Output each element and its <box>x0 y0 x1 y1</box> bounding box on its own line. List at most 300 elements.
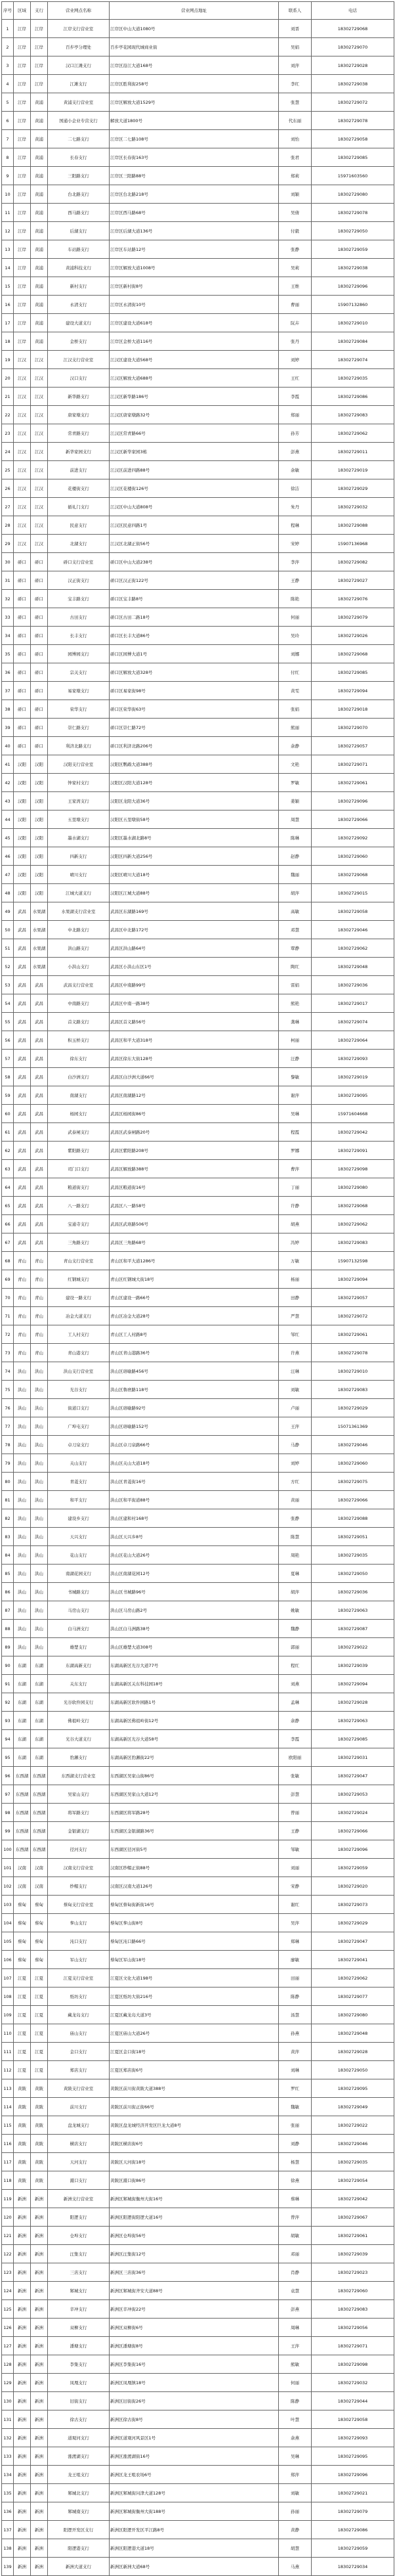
row-number: 138 <box>2 2539 14 2558</box>
branch: 汉阳 <box>31 884 48 902</box>
outlet-address: 江岸区建设大道618号 <box>110 314 279 332</box>
contact-person: 张君 <box>279 148 312 167</box>
contact-person: 胡燕 <box>279 1215 312 1233</box>
table-row <box>2 682 394 700</box>
table-row <box>2 958 394 976</box>
outlet-name: 前进支行 <box>48 461 110 479</box>
table-row <box>2 461 394 479</box>
district: 江汉 <box>14 461 31 479</box>
row-number: 50 <box>2 921 14 939</box>
row-number: 43 <box>2 792 14 811</box>
outlet-name: 汉阳支行营业室 <box>48 755 110 774</box>
outlet-name: 道观河支行 <box>48 2429 110 2447</box>
district: 新洲 <box>14 2374 31 2392</box>
table-row <box>2 2429 394 2447</box>
branch: 东湖 <box>31 1656 48 1675</box>
outlet-name: 徐古支行 <box>48 2410 110 2429</box>
table-row <box>2 829 394 847</box>
contact-person: 李萍 <box>279 553 312 571</box>
outlet-name: 阳逻支行 <box>48 2208 110 2227</box>
district: 武昌 <box>14 1215 31 1233</box>
district: 黄陂 <box>14 2135 31 2153</box>
outlet-address: 江夏区纸坊大街216号 <box>110 1988 279 2006</box>
contact-person: 吴玲 <box>279 627 312 645</box>
branch: 武昌 <box>31 1068 48 1086</box>
contact-person: 吴倩 <box>279 204 312 222</box>
contact-person: 刘敏 <box>279 1381 312 1399</box>
table-row <box>2 130 394 148</box>
contact-person: 吴琳 <box>279 2447 312 2466</box>
row-number: 11 <box>2 204 14 222</box>
phone: 18302729063 <box>312 1601 394 1620</box>
outlet-address: 青山区红钢城大街18号 <box>110 1270 279 1289</box>
branch: 江汉 <box>31 424 48 443</box>
outlet-name: 汉口支行 <box>48 369 110 388</box>
outlet-address: 洪山区天兴乡8号 <box>110 1528 279 1546</box>
phone: 18302729082 <box>312 553 394 571</box>
outlet-name: 纸坊支行 <box>48 1988 110 2006</box>
phone: 18302729035 <box>312 1546 394 1565</box>
district: 硚口 <box>14 645 31 663</box>
district: 洪山 <box>14 1436 31 1454</box>
outlet-address: 江岸区车站路12号 <box>110 240 279 259</box>
outlet-name: 金银湖支行 <box>48 1822 110 1840</box>
outlet-name: 三店支行 <box>48 2263 110 2282</box>
contact-person: 刘颖 <box>279 185 312 204</box>
row-number: 15 <box>2 277 14 296</box>
outlet-address: 硚口区中山大道238号 <box>110 553 279 571</box>
table-row <box>2 590 394 608</box>
branch: 新洲 <box>31 2521 48 2539</box>
table-row <box>2 1491 394 1509</box>
contact-person: 熊艳 <box>279 994 312 1013</box>
outlet-name: 和平支行 <box>48 1491 110 1509</box>
outlet-address: 洪山区马房山路2号 <box>110 1601 279 1620</box>
outlet-address: 硚口区解放大道328号 <box>110 663 279 682</box>
phone: 18302729019 <box>312 1068 394 1086</box>
phone: 18302729070 <box>312 719 394 737</box>
branch: 硚口 <box>31 590 48 608</box>
branch: 黄浦 <box>31 240 48 259</box>
phone: 18302729068 <box>312 1197 394 1215</box>
outlet-address: 东西湖区吴家山大道12号 <box>110 1785 279 1804</box>
outlet-name: 崇仁路支行 <box>48 719 110 737</box>
contact-person: 郑莉 <box>279 167 312 185</box>
contact-person: 覃静 <box>279 939 312 958</box>
row-number: 82 <box>2 1509 14 1528</box>
contact-person: 马静 <box>279 1436 312 1454</box>
phone: 18302729057 <box>312 1289 394 1307</box>
branch: 东湖 <box>31 1712 48 1730</box>
table-row <box>2 2282 394 2300</box>
header-cell: 联系人 <box>279 2 312 20</box>
row-number: 35 <box>2 645 14 663</box>
outlet-address: 江汉区新华路186号 <box>110 388 279 406</box>
branch: 江夏 <box>31 2006 48 2024</box>
outlet-name: 水果湖支行营业室 <box>48 902 110 921</box>
district: 江夏 <box>14 2061 31 2079</box>
outlet-name: 邾城支行 <box>48 2282 110 2300</box>
branch: 江汉 <box>31 535 48 553</box>
outlet-address: 黄陂区前川街黄陂大道388号 <box>110 2079 279 2098</box>
phone: 18302729046 <box>312 921 394 939</box>
contact-person: 宋静 <box>279 1877 312 1896</box>
outlet-name: 白马洲支行 <box>48 1620 110 1638</box>
phone: 18302729047 <box>312 1932 394 1951</box>
outlet-address: 新洲区道观河风景区1号 <box>110 2429 279 2447</box>
contact-person: 刘娜 <box>279 645 312 663</box>
outlet-name: 书城路支行 <box>48 1583 110 1601</box>
phone: 18302729093 <box>312 2429 394 2447</box>
outlet-name: 青山港支行 <box>48 1344 110 1362</box>
outlet-address: 硚口区崇仁路72号 <box>110 719 279 737</box>
table-row <box>2 1509 394 1528</box>
branch: 江汉 <box>31 406 48 424</box>
district: 硚口 <box>14 682 31 700</box>
table-row <box>2 38 394 56</box>
district: 硚口 <box>14 663 31 682</box>
district: 洪山 <box>14 1454 31 1473</box>
district: 洪山 <box>14 1473 31 1491</box>
phone: 18302729039 <box>312 2245 394 2263</box>
row-number: 96 <box>2 1767 14 1785</box>
phone: 18302729095 <box>312 1086 394 1105</box>
table-row <box>2 1031 394 1050</box>
phone: 18302729060 <box>312 847 394 866</box>
phone: 18302729071 <box>312 755 394 774</box>
branch: 武昌 <box>31 1215 48 1233</box>
table-row <box>2 1325 394 1344</box>
branch: 洪山 <box>31 1528 48 1546</box>
outlet-address: 武昌区三角路68号 <box>110 1233 279 1252</box>
phone: 18302729028 <box>312 1693 394 1712</box>
outlet-address: 武昌区小洪山东区1号 <box>110 958 279 976</box>
table-row <box>2 314 394 332</box>
phone: 18302729078 <box>312 204 394 222</box>
row-number: 101 <box>2 1859 14 1877</box>
contact-person: 张静 <box>279 1509 312 1528</box>
phone: 18302729050 <box>312 1565 394 1583</box>
outlet-name: 晴川支行 <box>48 866 110 884</box>
row-number: 122 <box>2 2245 14 2263</box>
district: 江夏 <box>14 2024 31 2043</box>
outlet-address: 汉阳区龙阳大道36号 <box>110 792 279 811</box>
row-number: 40 <box>2 737 14 755</box>
contact-person: 汪静 <box>279 1050 312 1068</box>
branch: 硚口 <box>31 682 48 700</box>
contact-person: 黎敏 <box>279 1068 312 1086</box>
district: 武昌 <box>14 958 31 976</box>
phone: 18302729083 <box>312 2300 394 2319</box>
phone: 18302729083 <box>312 1233 394 1252</box>
row-number: 57 <box>2 1050 14 1068</box>
row-number: 131 <box>2 2410 14 2429</box>
outlet-name: 后湖支行 <box>48 222 110 240</box>
contact-person: 吴琳 <box>279 1105 312 1123</box>
contact-person: 刘敏 <box>279 2484 312 2502</box>
row-number: 100 <box>2 1840 14 1859</box>
district: 洪山 <box>14 1362 31 1381</box>
contact-person: 余静 <box>279 1712 312 1730</box>
outlet-address: 江岸区金桥大道116号 <box>110 332 279 351</box>
phone: 18302729073 <box>312 1896 394 1914</box>
contact-person: 刘丽 <box>279 1859 312 1877</box>
outlet-name: 王家湾支行 <box>48 792 110 811</box>
outlet-address: 武昌区首义路56号 <box>110 1013 279 1031</box>
outlet-name: 司门口支行 <box>48 1160 110 1178</box>
table-row <box>2 1932 394 1951</box>
branch: 武昌 <box>31 976 48 994</box>
outlet-name: 街道口支行 <box>48 1399 110 1417</box>
contact-person: 李霞 <box>279 1730 312 1748</box>
district: 东湖 <box>14 1712 31 1730</box>
outlet-name: 奓山支行 <box>48 1914 110 1932</box>
district: 洪山 <box>14 1491 31 1509</box>
table-body <box>2 20 394 2576</box>
contact-person: 代东丽 <box>279 112 312 130</box>
outlet-address: 新洲区阳逻开发区平江路8号 <box>110 2521 279 2539</box>
contact-person: 杨丽 <box>279 1270 312 1289</box>
contact-person: 孟琳 <box>279 1693 312 1712</box>
phone: 18302729058 <box>312 2410 394 2429</box>
district: 江夏 <box>14 1988 31 2006</box>
row-number: 74 <box>2 1362 14 1381</box>
district: 新洲 <box>14 2558 31 2576</box>
contact-person: 汤慧 <box>279 2006 312 2024</box>
branch: 硚口 <box>31 608 48 627</box>
outlet-name: 二七路支行 <box>48 130 110 148</box>
district: 武昌 <box>14 976 31 994</box>
outlet-address: 汉阳区四新大道256号 <box>110 847 279 866</box>
row-number: 6 <box>2 112 14 130</box>
table-row <box>2 1068 394 1086</box>
table-row <box>2 1859 394 1877</box>
outlet-name: 卓刀泉支行 <box>48 1436 110 1454</box>
contact-person: 罗娜 <box>279 1142 312 1160</box>
contact-person: 万敏 <box>279 1252 312 1270</box>
outlet-address: 硚口区易家街98号 <box>110 682 279 700</box>
branch: 新洲 <box>31 2227 48 2245</box>
row-number: 88 <box>2 1620 14 1638</box>
district: 硚口 <box>14 553 31 571</box>
branch: 新洲 <box>31 2263 48 2282</box>
district: 江汉 <box>14 498 31 516</box>
branch: 黄浦 <box>31 332 48 351</box>
outlet-address: 汉阳区汉阳大道128号 <box>110 774 279 792</box>
phone: 18302729066 <box>312 1822 394 1840</box>
branch: 汉南 <box>31 1859 48 1877</box>
phone: 18302729041 <box>312 1951 394 1969</box>
outlet-name: 横店支行 <box>48 2135 110 2153</box>
district: 江汉 <box>14 388 31 406</box>
contact-person: 何丽 <box>279 2374 312 2392</box>
outlet-address: 洪山区珞喻路92号 <box>110 1399 279 1417</box>
branch: 武昌 <box>31 1142 48 1160</box>
phone: 18302729010 <box>312 1362 394 1381</box>
outlet-name: 三角路支行 <box>48 1233 110 1252</box>
district: 江岸 <box>14 20 31 38</box>
phone: 18302729096 <box>312 1840 394 1859</box>
table-row <box>2 847 394 866</box>
outlet-address: 洪山区鲁磨路118号 <box>110 1381 279 1399</box>
header-cell: 营业网点名称 <box>48 2 110 20</box>
phone: 18302729084 <box>312 332 394 351</box>
branch: 洪山 <box>31 1417 48 1436</box>
row-number: 16 <box>2 296 14 314</box>
table-row <box>2 1840 394 1859</box>
outlet-address: 江汉区解放大道688号 <box>110 369 279 388</box>
outlet-address: 汉阳区墨水湖北路8号 <box>110 829 279 847</box>
outlet-address: 青山区工人村路8号 <box>110 1325 279 1344</box>
branch: 硚口 <box>31 663 48 682</box>
row-number: 121 <box>2 2227 14 2245</box>
outlet-address: 洪山区卓刀泉路66号 <box>110 1436 279 1454</box>
row-number: 132 <box>2 2429 14 2447</box>
phone: 18302729022 <box>312 2116 394 2135</box>
contact-person: 田丽 <box>279 1969 312 1988</box>
row-number: 64 <box>2 1178 14 1197</box>
outlet-address: 江岸区解放大道1008号 <box>110 259 279 277</box>
outlet-address: 青山区和平大道1286号 <box>110 1252 279 1270</box>
row-number: 110 <box>2 2024 14 2043</box>
table-row <box>2 443 394 461</box>
row-number: 128 <box>2 2355 14 2374</box>
branch: 蔡甸 <box>31 1932 48 1951</box>
district: 武昌 <box>14 1068 31 1086</box>
district: 汉阳 <box>14 884 31 902</box>
phone: 18302729039 <box>312 1656 394 1675</box>
outlet-name: 仓埠支行 <box>48 2227 110 2245</box>
outlet-name: 江岸支行营业室 <box>48 20 110 38</box>
phone: 18302729077 <box>312 1988 394 2006</box>
contact-person: 王静 <box>279 571 312 590</box>
table-row <box>2 1546 394 1565</box>
branch: 武昌 <box>31 1197 48 1215</box>
table-row <box>2 2466 394 2484</box>
outlet-address: 新洲区邾城街衡州大街188号 <box>110 2502 279 2521</box>
outlet-address: 汉阳区五里墩街58号 <box>110 811 279 829</box>
outlet-name: 阳逻开发区支行 <box>48 2521 110 2539</box>
branch: 黄浦 <box>31 130 48 148</box>
row-number: 125 <box>2 2300 14 2319</box>
branch: 江汉 <box>31 369 48 388</box>
outlet-name: 汪集支行 <box>48 2245 110 2263</box>
branch: 水果湖 <box>31 939 48 958</box>
outlet-address: 青山区青山港路36号 <box>110 1344 279 1362</box>
table-row <box>2 1656 394 1675</box>
branch: 江汉 <box>31 516 48 535</box>
contact-person: 郑萍 <box>279 2466 312 2484</box>
outlet-name: 建设一路支行 <box>48 1289 110 1307</box>
district: 汉阳 <box>14 811 31 829</box>
row-number: 78 <box>2 1436 14 1454</box>
phone: 18302729083 <box>312 1381 394 1399</box>
outlet-address: 武昌区中南路99号 <box>110 976 279 994</box>
district: 新洲 <box>14 2319 31 2337</box>
outlet-address: 新洲区龙王咀农场6号 <box>110 2466 279 2484</box>
table-row <box>2 2043 394 2061</box>
outlet-name: 东湖高新支行 <box>48 1656 110 1675</box>
outlet-name: 古田支行 <box>48 608 110 627</box>
district: 江汉 <box>14 535 31 553</box>
contact-person: 余燕 <box>279 2429 312 2447</box>
row-number: 47 <box>2 866 14 884</box>
district: 青山 <box>14 1307 31 1325</box>
phone: 18302729062 <box>312 1969 394 1988</box>
row-number: 87 <box>2 1601 14 1620</box>
outlet-address: 硚口区荣华街63号 <box>110 700 279 719</box>
branch: 黄陂 <box>31 2098 48 2116</box>
phone: 18302729074 <box>312 351 394 369</box>
contact-person: 陶红 <box>279 958 312 976</box>
district: 新洲 <box>14 2227 31 2245</box>
row-number: 26 <box>2 479 14 498</box>
contact-person: 王维 <box>279 277 312 296</box>
phone: 18302729015 <box>312 884 394 902</box>
contact-person: 廖敏 <box>279 1951 312 1969</box>
branch: 新洲 <box>31 2410 48 2429</box>
phone: 18302729050 <box>312 2061 394 2079</box>
district: 汉阳 <box>14 755 31 774</box>
row-number: 18 <box>2 332 14 351</box>
row-number: 90 <box>2 1656 14 1675</box>
outlet-address: 解放大道1800号 <box>110 112 279 130</box>
branch: 东湖 <box>31 1730 48 1748</box>
branch: 江汉 <box>31 498 48 516</box>
phone: 18302729091 <box>312 1142 394 1160</box>
branch: 新洲 <box>31 2374 48 2392</box>
outlet-name: 南湖花园支行 <box>48 1565 110 1583</box>
outlet-address: 新洲区双柳街6号 <box>110 2319 279 2337</box>
phone: 18302729088 <box>312 1509 394 1528</box>
district: 东湖 <box>14 1656 31 1675</box>
row-number: 56 <box>2 1031 14 1050</box>
contact-person: 邓慧 <box>279 921 312 939</box>
outlet-address: 蔡甸区沌口路66号 <box>110 1932 279 1951</box>
district: 江汉 <box>14 443 31 461</box>
contact-person: 罗红 <box>279 2079 312 2098</box>
row-number: 53 <box>2 976 14 994</box>
phone: 18302729062 <box>312 1215 394 1233</box>
row-number: 63 <box>2 1160 14 1178</box>
table-row <box>2 939 394 958</box>
row-number: 136 <box>2 2502 14 2521</box>
branch: 蔡甸 <box>31 1896 48 1914</box>
contact-person: 程红 <box>279 1656 312 1675</box>
outlet-address: 洪山区珞喻路152号 <box>110 1417 279 1436</box>
phone: 18302729032 <box>312 498 394 516</box>
contact-person: 李霞 <box>279 388 312 406</box>
branch: 青山 <box>31 1344 48 1362</box>
branch: 新洲 <box>31 2282 48 2300</box>
table-row <box>2 553 394 571</box>
phone: 18302729046 <box>312 2135 394 2153</box>
branch: 硚口 <box>31 571 48 590</box>
outlet-name: 永清支行 <box>48 296 110 314</box>
outlet-address: 硚口区宝丰路8号 <box>110 590 279 608</box>
phone: 18302729075 <box>312 1473 394 1491</box>
row-number: 73 <box>2 1344 14 1362</box>
table-row <box>2 1896 394 1914</box>
phone: 18302729010 <box>312 314 394 332</box>
row-number: 59 <box>2 1086 14 1105</box>
contact-person: 叶慧 <box>279 2410 312 2429</box>
contact-person: 龚琳 <box>279 1013 312 1031</box>
row-number: 22 <box>2 406 14 424</box>
row-number: 118 <box>2 2171 14 2190</box>
branch: 硚口 <box>31 627 48 645</box>
branch: 黄浦 <box>31 314 48 332</box>
